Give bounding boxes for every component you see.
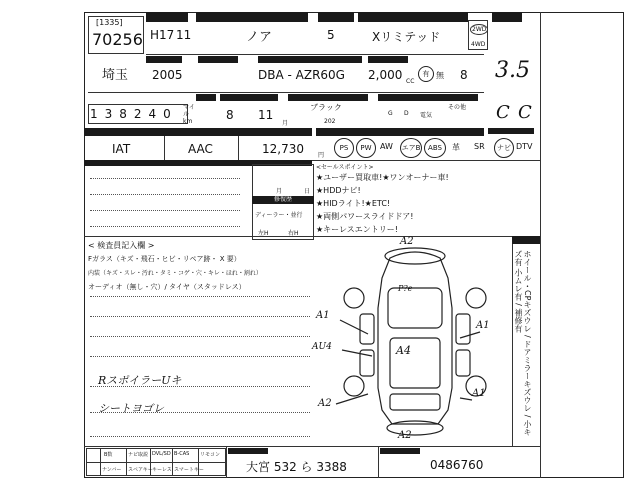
- car-damage-diagram: [320, 238, 510, 444]
- header-bar-score: [492, 12, 522, 22]
- evaluation-score: 3.5: [495, 58, 530, 83]
- option-spare-key: スペアキー: [128, 467, 153, 473]
- equip-ps: PS: [334, 138, 354, 158]
- recycle-yen: 円: [318, 152, 325, 159]
- sales-point-2: ★HDDナビ!: [316, 186, 361, 195]
- inspector-line-3: オーディオ（無し・穴）/ タイヤ（スタッドレス）: [88, 283, 246, 291]
- equip-abs: ABS: [424, 138, 446, 158]
- mark-pte: P?e: [398, 284, 413, 293]
- sales-points-header: <セールスポイント>: [316, 164, 374, 171]
- mileage: 138240: [90, 107, 178, 121]
- option-keys: B数: [104, 452, 113, 458]
- equip-dtv: DTV: [516, 142, 533, 151]
- lot-prefix: [1335]: [96, 18, 123, 27]
- header-bar-year: [146, 12, 188, 22]
- handle-left: 左H: [258, 230, 269, 237]
- inspector-line-2: 内装（キズ・スレ・汚れ・タミ・コゲ・穴・キレ・ほれ・割れ）: [88, 270, 262, 277]
- model-code: DBA - AZR60G: [258, 68, 345, 82]
- fuel-d: D: [404, 110, 409, 117]
- aircon-type: AAC: [188, 142, 213, 156]
- inspection-year: 8: [226, 108, 234, 122]
- recycle-month-label: 月: [276, 188, 283, 195]
- inspector-line-1: Fガラス（キズ・飛石・ヒビ・リペア跡・ X 要）: [88, 255, 241, 263]
- mark-a1-left: A1: [316, 310, 330, 321]
- right-column-notes: ホイール・CPキズウレ / ドアミラーキズウレ / 小キズ有 小ムレ有 / 補修有: [514, 250, 532, 436]
- drive-4wd: 4WD: [471, 41, 486, 48]
- turbo-yes: 有: [418, 66, 434, 82]
- history-label: 修復歴: [273, 196, 292, 203]
- inspection-month: 11: [258, 108, 274, 122]
- handwritten-note-2: シートヨゴレ: [98, 402, 164, 415]
- inspector-header: < 検査員記入欄 >: [88, 241, 155, 250]
- shift-type: IAT: [112, 142, 131, 156]
- dealer-label: ディーラー・並行: [255, 212, 303, 219]
- option-number: ナンバー: [102, 467, 122, 473]
- mark-a1-rear: A1: [472, 388, 486, 399]
- option-remote: リモコン: [200, 452, 221, 458]
- year-month: 11: [176, 28, 192, 42]
- option-navi-manual: ナビ取説: [128, 452, 149, 458]
- model-year: 2005: [152, 68, 183, 82]
- equip-leather: 革: [452, 143, 460, 152]
- body-color: ブラック: [310, 103, 342, 112]
- mileage-unit: マイル km: [183, 104, 195, 125]
- header-bar-doors: [318, 12, 354, 22]
- mark-a1-right: A1: [476, 320, 490, 331]
- lot-number: 70256: [92, 30, 143, 49]
- mark-a2-front: A2: [400, 236, 414, 247]
- equip-pw: PW: [356, 138, 376, 158]
- mark-a2-rear: A2: [398, 430, 412, 441]
- license-plate: 大宮 532 ら 3388: [246, 460, 347, 474]
- sales-point-4: ★両側パワースライドドア!: [316, 212, 414, 221]
- option-smart-key: スマートキー: [174, 467, 204, 473]
- grade: Xリミテッド: [372, 30, 441, 44]
- sales-point-1: ★ユーザー買取車!★ワンオーナー車!: [316, 173, 449, 182]
- seat-count: 8: [460, 68, 468, 82]
- color-code: 202: [324, 118, 336, 125]
- inspection-month-unit: 月: [282, 120, 289, 127]
- equip-sunroof: SR: [474, 142, 485, 151]
- recycle-fee: 12,730: [262, 142, 304, 156]
- equip-navi: ナビ: [494, 138, 514, 158]
- option-keyless: キーレス: [152, 467, 172, 473]
- drive-2wd: 2WD: [472, 26, 487, 33]
- interior-grade: C: [496, 102, 510, 123]
- equip-airbag: エアB: [400, 138, 422, 158]
- fuel-g: G: [388, 110, 393, 117]
- region: 埼玉: [102, 68, 129, 83]
- displacement: 2,000: [368, 68, 403, 82]
- handle-right: 右H: [288, 230, 299, 237]
- header-bar-carname: [196, 12, 308, 22]
- turbo-no: 無: [436, 71, 444, 80]
- fuel-other: その他: [448, 104, 467, 111]
- fuel-electric: 電気: [420, 112, 433, 119]
- year-code: H17: [150, 28, 175, 42]
- header-bar-grade: [358, 12, 468, 22]
- mark-a2-rear-left: A2: [318, 398, 332, 409]
- sales-point-3: ★HIDライト!★ETC!: [316, 199, 391, 208]
- mark-a4: A4: [396, 344, 411, 357]
- chassis-number: 0486760: [430, 458, 484, 472]
- option-dvl-sd: DVL/SD: [152, 451, 171, 457]
- exterior-grade: C: [518, 102, 532, 123]
- sales-point-5: ★キーレスエントリー!: [316, 225, 398, 234]
- equip-aw: AW: [380, 142, 393, 151]
- handwritten-note-1: RスポイラーUキ: [98, 374, 182, 387]
- door-count: 5: [327, 28, 335, 42]
- car-name: ノア: [246, 30, 273, 45]
- cc-unit: CC: [406, 78, 415, 85]
- option-bcas: B-CAS: [174, 451, 190, 457]
- mark-au4: AU4: [312, 342, 332, 352]
- recycle-day-label: 日: [304, 188, 311, 195]
